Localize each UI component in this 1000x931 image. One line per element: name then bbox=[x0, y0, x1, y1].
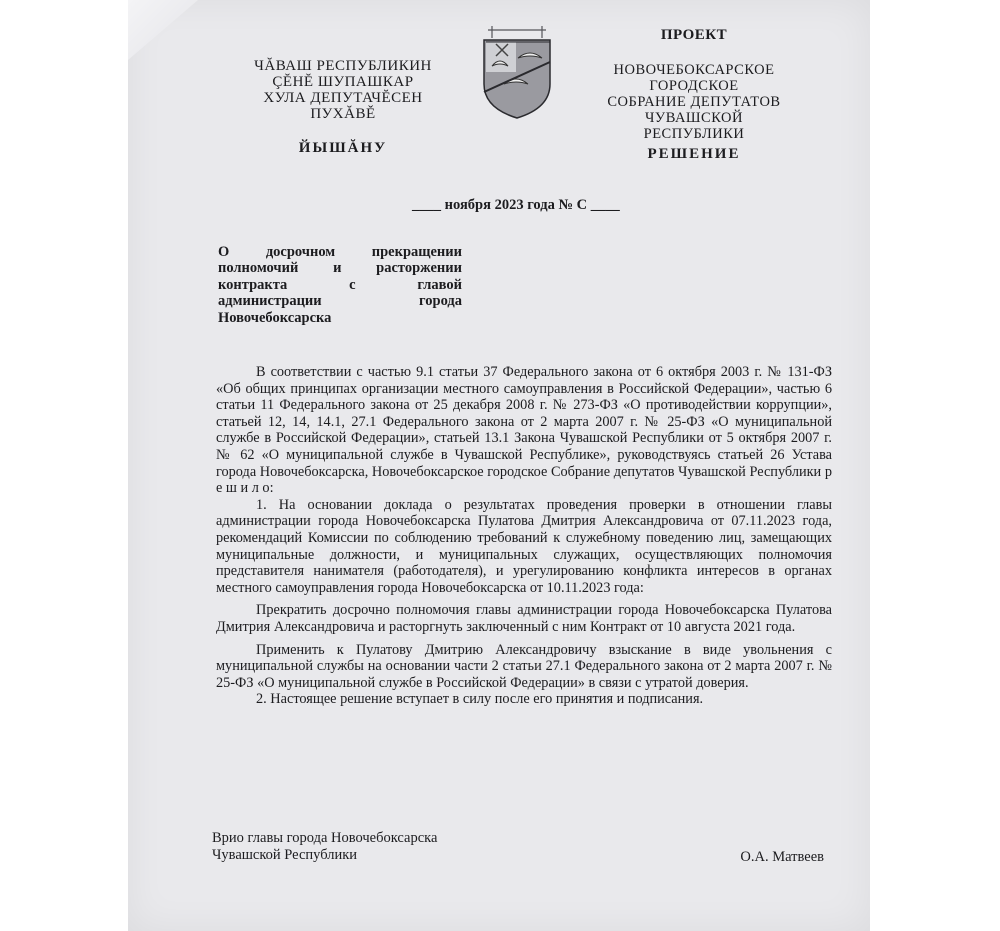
preamble-paragraph: В соответствии с частью 9.1 статьи 37 Федерального закона от 6 октября 2003 г. № 131-ФЗ «Об общих принципах организации местного самоуправления в Российской Федерации», частью 6 статьи 11 Федерального закона от 25 декабря 2008 г. № 273-ФЗ «О противодействии коррупции», статьей 12, 14, 14.1, 27.1 Федерального закона от 2 марта 2007 г. № 25-ФЗ «О муниципальной службе в Российской Федерации», статьей 13.1 Закона Чувашской Республики от 5 октября 2007 г. № 62 «О муниципальной службе в Чувашской Республике», руководствуясь статьей 26 Устава города Новочебоксарска, Новочебоксарское городское Собрание депутатов Чувашской Республики р е ш и л о: bbox=[216, 364, 832, 497]
signatory-position bbox=[212, 830, 512, 864]
chuvash-line: ПУХĂВĚ bbox=[310, 106, 376, 122]
item-1-penalty-paragraph: Применить к Пулатову Дмитрию Александровичу взыскание в виде увольнения с муниципальной службы на основании части 2 статьи 27.1 Федерального закона от 2 марта 2007 г. № 25-ФЗ «О муниципальной службе в Российской Федерации» в связи с утратой доверия. bbox=[216, 641, 832, 691]
russian-header bbox=[596, 62, 792, 142]
chuvash-line: ÇĔНĔ ШУПАШКАР bbox=[272, 74, 414, 90]
title-line: контракта с главой bbox=[218, 276, 462, 293]
russian-decision-label: РЕШЕНИЕ bbox=[647, 146, 741, 162]
title-line: О досрочном прекращении bbox=[218, 244, 462, 260]
signatory-position-line: Чувашской Республики bbox=[212, 847, 358, 863]
russian-line: ГОРОДСКОЕ bbox=[649, 78, 739, 94]
item-1-paragraph: 1. На основании доклада о результатах проведения проверки в отношении главы администрации города Новочебоксарска Пулатова Дмитрия Александровича от 07.11.2023 года, рекомендаций Комиссии по соблюдению требований к служебному поведению лиц, замещающих муниципальные должности, и муниципальных служащих, осуществляющих полномочия представителя нанимателя (работодателя), и урегулированию конфликта интересов в органах местного самоуправления города Новочебоксарска от 10.11.2023 года: bbox=[216, 496, 832, 596]
russian-line: СОБРАНИЕ ДЕПУТАТОВ bbox=[607, 94, 781, 110]
project-label: ПРОЕКТ bbox=[660, 27, 728, 43]
russian-line: НОВОЧЕБОКСАРСКОЕ bbox=[613, 62, 775, 78]
chuvash-decision-label: ЙЫШĂНУ bbox=[298, 140, 388, 156]
date-number-line: ____ ноября 2023 года № С ____ bbox=[412, 197, 620, 213]
decision-title bbox=[218, 244, 462, 326]
chuvash-header bbox=[230, 58, 456, 122]
chuvash-line: ХУЛА ДЕПУТАЧĔСЕН bbox=[263, 90, 423, 106]
coat-of-arms-emblem bbox=[478, 22, 556, 120]
item-1-terminate-paragraph: Прекратить досрочно полномочия главы администрации города Новочебоксарска Пулатова Дмитрия Александровича и расторгнуть заключенный с ним Контракт от 10 августа 2021 года. bbox=[216, 602, 832, 635]
title-line: администрации города bbox=[218, 293, 462, 310]
signatory-name: О.А. Матвеев bbox=[740, 849, 824, 865]
title-line: Новочебоксарска bbox=[218, 309, 332, 326]
item-2-paragraph: 2. Настоящее решение вступает в силу после его принятия и подписания. bbox=[256, 691, 704, 708]
decision-body bbox=[216, 364, 832, 708]
russian-line: ЧУВАШСКОЙ РЕСПУБЛИКИ bbox=[643, 110, 745, 142]
title-line: полномочий и расторжении bbox=[218, 260, 462, 277]
signatory-position-line: Врио главы города Новочебоксарска bbox=[212, 830, 438, 846]
chuvash-line: ЧĂВАШ РЕСПУБЛИКИН bbox=[254, 58, 432, 74]
